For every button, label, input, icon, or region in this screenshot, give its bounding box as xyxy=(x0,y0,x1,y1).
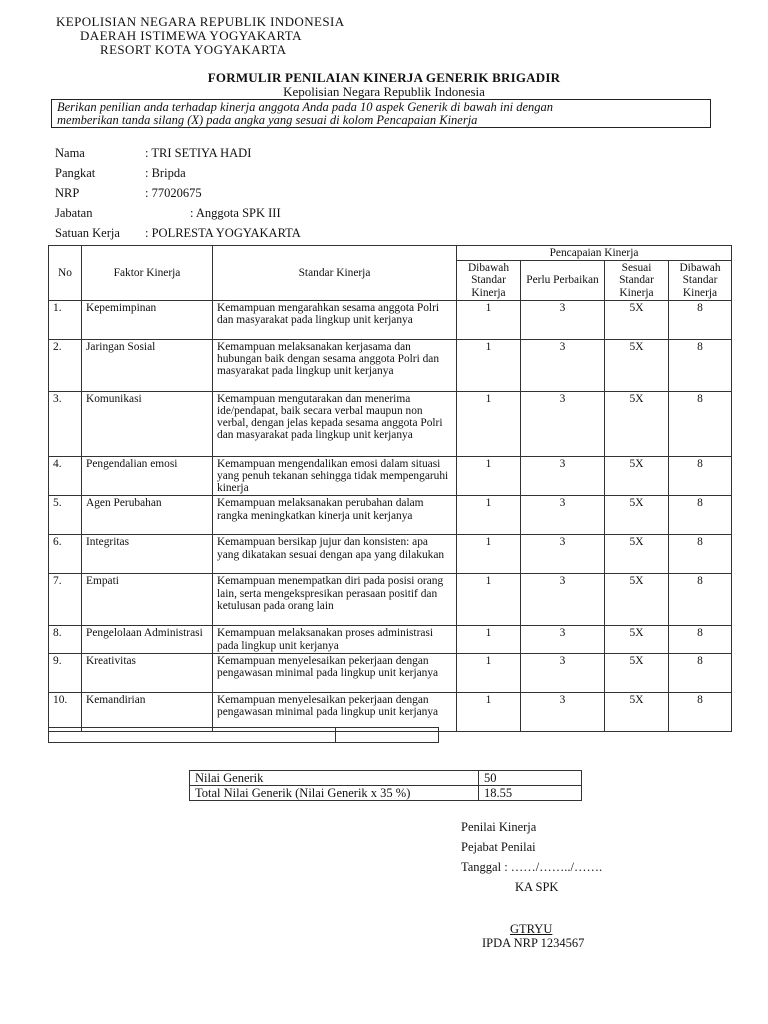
score-dibawah-standar-2[interactable]: 8 xyxy=(669,339,732,391)
score-dibawah-standar[interactable]: 1 xyxy=(457,692,521,731)
instruction-line-2: memberikan tanda silang (X) pada angka yang sesuai di kolom Pencapaian Kinerja xyxy=(57,113,478,127)
penilai-kinerja: Penilai Kinerja xyxy=(461,820,537,834)
standar-kinerja-cell: Kemampuan mengarahkan sesama anggota Polri dan masyarakat pada lingkup unit kerjanya xyxy=(213,300,457,339)
score-dibawah-standar-2[interactable]: 8 xyxy=(669,692,732,731)
nrp-label: NRP xyxy=(55,186,80,200)
total-nilai-value: 18.55 xyxy=(479,786,582,801)
row-number: 10. xyxy=(49,692,82,731)
score-dibawah-standar-2[interactable]: 8 xyxy=(669,535,732,574)
standar-kinerja-cell: Kemampuan bersikap jujur dan konsisten: apa yang dikatakan sesuai dengan apa yang dilakukan xyxy=(213,535,457,574)
form-title: FORMULIR PENILAIAN KINERJA GENERIK BRIGADIR xyxy=(207,70,561,85)
row-number: 9. xyxy=(49,653,82,692)
score-sesuai-standar[interactable]: 5X xyxy=(605,339,669,391)
form-subtitle: Kepolisian Negara Republik Indonesia xyxy=(283,84,485,99)
satuan-value: : POLRESTA YOGYAKARTA xyxy=(145,226,301,240)
faktor-kinerja-cell: Kemandirian xyxy=(82,692,213,731)
faktor-kinerja-cell: Kreativitas xyxy=(82,653,213,692)
score-sesuai-standar[interactable]: 5X xyxy=(605,391,669,456)
table-row xyxy=(49,626,732,653)
standar-kinerja-cell: Kemampuan mengutarakan dan menerima ide/pendapat, baik secara verbal maupun non verbal, dengan jelas kepada sesama anggota Polri dan masyarakat pada lingkup unit kerjanya xyxy=(213,391,457,456)
standar-kinerja-cell: Kemampuan melaksanakan kerjasama dan hubungan baik dengan sesama anggota Polri dan masyarakat pada lingkup unit kerjanya xyxy=(213,339,457,391)
nama-value: : TRI SETIYA HADI xyxy=(145,146,252,160)
empty-row-table xyxy=(48,727,439,743)
table-row xyxy=(49,535,732,574)
header-line-3: RESORT KOTA YOGYAKARTA xyxy=(100,42,287,57)
table-row xyxy=(49,653,732,692)
empty-cell-2 xyxy=(336,728,439,743)
faktor-kinerja-cell: Integritas xyxy=(82,535,213,574)
score-sesuai-standar[interactable]: 5X xyxy=(605,535,669,574)
table-row xyxy=(49,456,732,496)
score-dibawah-standar[interactable]: 1 xyxy=(457,535,521,574)
score-dibawah-standar[interactable]: 1 xyxy=(457,339,521,391)
row-number: 2. xyxy=(49,339,82,391)
standar-kinerja-cell: Kemampuan menyelesaikan pekerjaan dengan pengawasan minimal pada lingkup unit kerjanya xyxy=(213,692,457,731)
instruction-box xyxy=(51,99,711,128)
score-dibawah-standar[interactable]: 1 xyxy=(457,456,521,496)
row-number: 6. xyxy=(49,535,82,574)
score-dibawah-standar[interactable]: 1 xyxy=(457,496,521,535)
faktor-kinerja-cell: Pengendalian emosi xyxy=(82,456,213,496)
score-perlu-perbaikan[interactable]: 3 xyxy=(521,574,605,626)
score-perlu-perbaikan[interactable]: 3 xyxy=(521,496,605,535)
score-perlu-perbaikan[interactable]: 3 xyxy=(521,653,605,692)
table-row xyxy=(49,574,732,626)
header-standar: Standar Kinerja xyxy=(213,246,457,301)
standar-kinerja-cell: Kemampuan mengendalikan emosi dalam situasi yang penuh tekanan sehingga tidak mempengaruhi kinerja xyxy=(213,456,457,496)
satuan-label: Satuan Kerja xyxy=(55,226,120,240)
header-dibawah-standar: Dibawah Standar Kinerja xyxy=(457,261,521,301)
row-number: 8. xyxy=(49,626,82,653)
score-perlu-perbaikan[interactable]: 3 xyxy=(521,456,605,496)
pangkat-value: : Bripda xyxy=(145,166,186,180)
signer-name: GTRYU xyxy=(510,922,553,936)
row-number: 3. xyxy=(49,391,82,456)
header-perlu-perbaikan: Perlu Perbaikan xyxy=(521,261,605,301)
score-perlu-perbaikan[interactable]: 3 xyxy=(521,339,605,391)
score-dibawah-standar-2[interactable]: 8 xyxy=(669,653,732,692)
score-sesuai-standar[interactable]: 5X xyxy=(605,653,669,692)
table-row xyxy=(49,692,732,731)
score-perlu-perbaikan[interactable]: 3 xyxy=(521,391,605,456)
score-perlu-perbaikan[interactable]: 3 xyxy=(521,626,605,653)
header-line-2: DAERAH ISTIMEWA YOGYAKARTA xyxy=(80,28,302,43)
empty-cell-1 xyxy=(49,728,336,743)
row-number: 5. xyxy=(49,496,82,535)
nrp-value: : 77020675 xyxy=(145,186,202,200)
faktor-kinerja-cell: Jaringan Sosial xyxy=(82,339,213,391)
header-sesuai-standar: Sesuai Standar Kinerja xyxy=(605,261,669,301)
table-row xyxy=(49,339,732,391)
standar-kinerja-cell: Kemampuan menempatkan diri pada posisi orang lain, serta mengekspresikan perasaan positif dan ketulusan pada orang lain xyxy=(213,574,457,626)
score-sesuai-standar[interactable]: 5X xyxy=(605,692,669,731)
faktor-kinerja-cell: Agen Perubahan xyxy=(82,496,213,535)
jabatan-label: Jabatan xyxy=(55,206,93,220)
pejabat-penilai: Pejabat Penilai xyxy=(461,840,536,854)
standar-kinerja-cell: Kemampuan melaksanakan perubahan dalam rangka meningkatkan kinerja unit kerjanya xyxy=(213,496,457,535)
tanggal: Tanggal : ……/……../……. xyxy=(461,860,603,874)
faktor-kinerja-cell: Pengelolaan Administrasi xyxy=(82,626,213,653)
score-perlu-perbaikan[interactable]: 3 xyxy=(521,535,605,574)
row-number: 7. xyxy=(49,574,82,626)
row-number: 4. xyxy=(49,456,82,496)
score-sesuai-standar[interactable]: 5X xyxy=(605,626,669,653)
score-sesuai-standar[interactable]: 5X xyxy=(605,300,669,339)
faktor-kinerja-cell: Kepemimpinan xyxy=(82,300,213,339)
score-dibawah-standar-2[interactable]: 8 xyxy=(669,300,732,339)
faktor-kinerja-cell: Komunikasi xyxy=(82,391,213,456)
score-sesuai-standar[interactable]: 5X xyxy=(605,496,669,535)
standar-kinerja-cell: Kemampuan melaksanakan proses administrasi pada lingkup unit kerjanya xyxy=(213,626,457,653)
table-row xyxy=(49,391,732,456)
nama-label: Nama xyxy=(55,146,85,160)
score-dibawah-standar-2[interactable]: 8 xyxy=(669,456,732,496)
score-sesuai-standar[interactable]: 5X xyxy=(605,456,669,496)
header-no: No xyxy=(49,246,82,301)
faktor-kinerja-cell: Empati xyxy=(82,574,213,626)
summary-table xyxy=(189,770,582,801)
table-row xyxy=(49,300,732,339)
score-dibawah-standar[interactable]: 1 xyxy=(457,626,521,653)
row-number: 1. xyxy=(49,300,82,339)
header-dibawah-standar-2: Dibawah Standar Kinerja xyxy=(669,261,732,301)
table-row xyxy=(49,496,732,535)
table-body xyxy=(49,300,732,731)
header-pencapaian: Pencapaian Kinerja xyxy=(457,246,732,261)
nilai-generik-label: Nilai Generik xyxy=(190,771,479,786)
header-line-1: KEPOLISIAN NEGARA REPUBLIK INDONESIA xyxy=(56,14,345,29)
score-perlu-perbaikan[interactable]: 3 xyxy=(521,692,605,731)
performance-table xyxy=(48,245,732,732)
score-dibawah-standar-2[interactable]: 8 xyxy=(669,626,732,653)
nilai-generik-value: 50 xyxy=(479,771,582,786)
pangkat-label: Pangkat xyxy=(55,166,96,180)
score-perlu-perbaikan[interactable]: 3 xyxy=(521,300,605,339)
score-sesuai-standar[interactable]: 5X xyxy=(605,574,669,626)
jabatan-value: : Anggota SPK III xyxy=(190,206,281,220)
signer-nrp: IPDA NRP 1234567 xyxy=(482,936,585,950)
instruction-line-1: Berikan penilian anda terhadap kinerja anggota Anda pada 10 aspek Generik di bawah ini dengan xyxy=(57,100,554,114)
score-dibawah-standar-2[interactable]: 8 xyxy=(669,574,732,626)
score-dibawah-standar[interactable]: 1 xyxy=(457,391,521,456)
score-dibawah-standar[interactable]: 1 xyxy=(457,653,521,692)
standar-kinerja-cell: Kemampuan menyelesaikan pekerjaan dengan pengawasan minimal pada lingkup unit kerjanya xyxy=(213,653,457,692)
total-nilai-label: Total Nilai Generik (Nilai Generik x 35 %) xyxy=(190,786,479,801)
score-dibawah-standar[interactable]: 1 xyxy=(457,574,521,626)
score-dibawah-standar-2[interactable]: 8 xyxy=(669,496,732,535)
score-dibawah-standar[interactable]: 1 xyxy=(457,300,521,339)
header-faktor: Faktor Kinerja xyxy=(82,246,213,301)
signer-position: KA SPK xyxy=(515,880,559,894)
score-dibawah-standar-2[interactable]: 8 xyxy=(669,391,732,456)
